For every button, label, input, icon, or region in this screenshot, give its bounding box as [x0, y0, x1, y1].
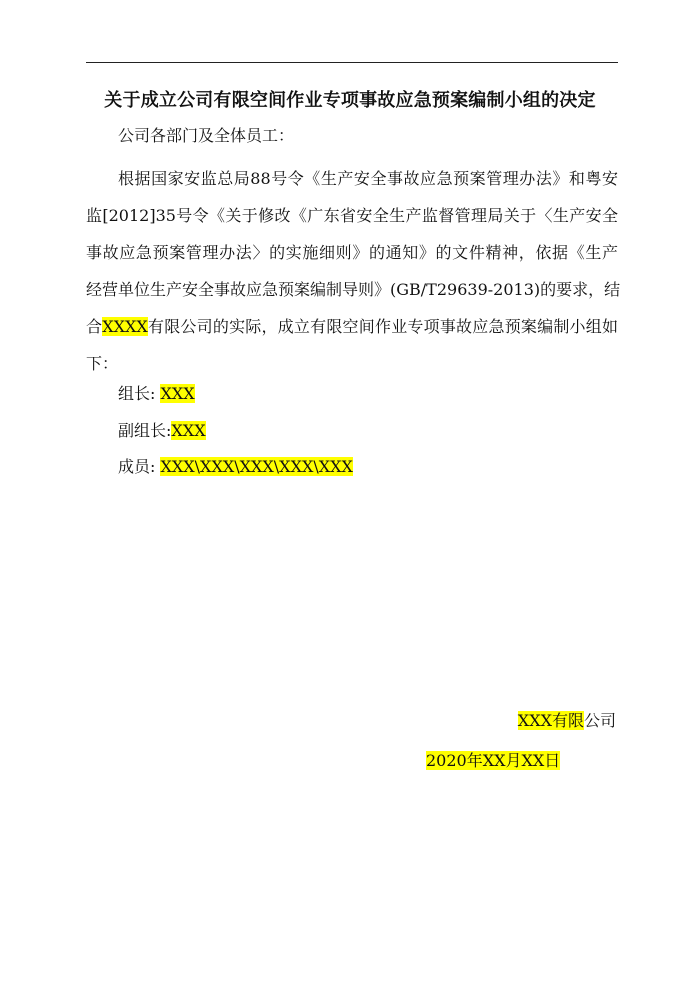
deputy-label: 副组长:	[118, 421, 172, 440]
body-line-6: 下：	[86, 354, 119, 373]
leader-label: 组长:	[118, 384, 161, 403]
signature-company	[518, 710, 616, 732]
body-line-5	[86, 308, 618, 345]
company-placeholder: XXXX	[102, 317, 148, 336]
header-rule	[86, 62, 618, 63]
body-line-3: 事故应急预案管理办法〉的实施细则》的通知》的文件精神，依据《生产	[86, 243, 618, 262]
signature-date	[426, 750, 560, 772]
members-row	[118, 456, 353, 478]
body-line-5-prefix: 合	[86, 317, 103, 336]
document-title: 关于成立公司有限空间作业专项事故应急预案编制小组的决定	[104, 90, 596, 111]
body-paragraph	[86, 160, 621, 382]
body-line-1: 根据国家安监总局88号令《生产安全事故应急预案管理办法》和粤安	[118, 169, 618, 188]
body-line-4: 经营单位生产安全事故应急预案编制导则》(GB/T29639-2013)的要求，结	[86, 280, 621, 299]
signature-company-highlight: XXX有限	[517, 711, 584, 730]
signature-date-value: 2020年XX月XX日	[426, 751, 561, 770]
members-value: XXX\XXX\XXX\XXX\XXX	[160, 457, 353, 476]
leader-row	[118, 383, 195, 405]
deputy-value: XXX	[171, 421, 206, 440]
signature-company-suffix: 公司	[583, 711, 616, 730]
members-label: 成员:	[118, 457, 161, 476]
deputy-row	[118, 420, 206, 442]
leader-value: XXX	[160, 384, 195, 403]
salutation: 公司各部门及全体员工：	[118, 126, 295, 145]
body-line-2: 监[2012]35号令《关于修改《广东省安全生产监督管理局关于〈生产安全	[86, 206, 618, 225]
body-line-5-suffix: 有限公司的实际，成立有限空间作业专项事故应急预案编制小组如	[147, 317, 618, 336]
